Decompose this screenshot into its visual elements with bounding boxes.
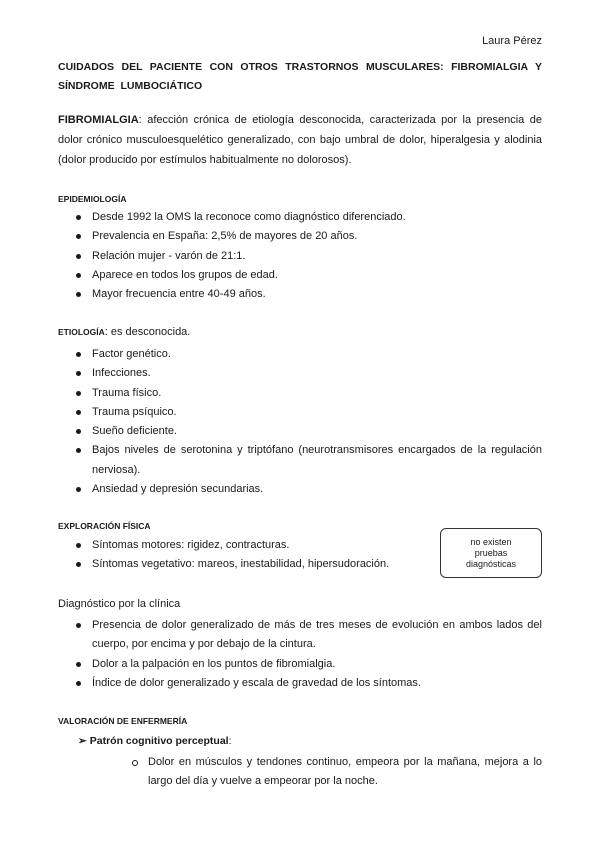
valoracion-heading: VALORACIÓN DE ENFERMERÍA [58,716,188,726]
list-item: Dolor a la palpación en los puntos de fibromialgia. [58,655,542,674]
list-item: Factor genético. [58,345,542,364]
pattern-label: Patrón cognitivo perceptual [89,735,229,747]
etiologia-line [58,326,190,338]
exploracion-list [58,536,438,575]
list-item: Sueño deficiente. [58,422,542,441]
list-item: Síntomas vegetativo: mareos, inestabilidad, hipersudoración. [58,555,438,574]
list-item: Relación mujer - varón de 21:1. [58,247,542,266]
list-item: Dolor en músculos y tendones continuo, empeora por la mañana, mejora a lo largo del día y vuelve a empeorar por la noche. [58,753,542,792]
list-item: Infecciones. [58,364,542,383]
etiologia-heading: ETIOLOGÍA [58,327,105,337]
note-box [440,528,542,578]
pattern-line [78,735,232,747]
valoracion-list [58,753,542,792]
epidemiologia-heading: EPIDEMIOLOGÍA [58,194,127,204]
exploracion-heading: EXPLORACIÓN FÍSICA [58,521,151,531]
list-item: Mayor frecuencia entre 40-49 años. [58,285,542,304]
list-item: Desde 1992 la OMS la reconoce como diagnóstico diferenciado. [58,208,542,227]
note-text: no existen pruebas diagnósticas [465,536,517,569]
document-title: CUIDADOS DEL PACIENTE CON OTROS TRASTORNOS MUSCULARES: FIBROMIALGIA Y SÍNDROME LUMBOCIÁTICO [58,61,542,92]
intro-text: : afección crónica de etiología desconocida, caracterizada por la presencia de dolor crónico musculoesquelético generalizado, con bajo umbral de dolor, hiperalgesia y alodinia (dolor producido por estímulos habitualmente no dolorosos). [58,114,542,166]
list-item: Índice de dolor generalizado y escala de gravedad de los síntomas. [58,674,542,693]
list-item: Ansiedad y depresión secundarias. [58,480,542,499]
etiologia-list [58,345,542,499]
arrow-bullet-icon: ➢ [78,735,87,747]
epidemiologia-list [58,208,542,304]
etiologia-text: : es desconocida. [104,326,191,338]
pattern-suffix: : [228,735,232,747]
diagnostico-heading: Diagnóstico por la clínica [58,598,181,610]
list-item: Bajos niveles de serotonina y triptófano (neurotransmisores encargados de la regulación nerviosa). [58,441,542,480]
diagnostico-list [58,616,542,693]
list-item: Trauma físico. [58,384,542,403]
list-item: Trauma psíquico. [58,403,542,422]
list-item: Prevalencia en España: 2,5% de mayores de 20 años. [58,227,542,246]
intro-term: FIBROMIALGIA [58,114,139,126]
list-item: Síntomas motores: rigidez, contracturas. [58,536,438,555]
list-item: Aparece en todos los grupos de edad. [58,266,542,285]
list-item: Presencia de dolor generalizado de más de tres meses de evolución en ambos lados del cuerpo, por encima y por debajo de la cintura. [58,616,542,655]
intro-paragraph [58,110,542,170]
author-name: Laura Pérez [482,35,542,47]
